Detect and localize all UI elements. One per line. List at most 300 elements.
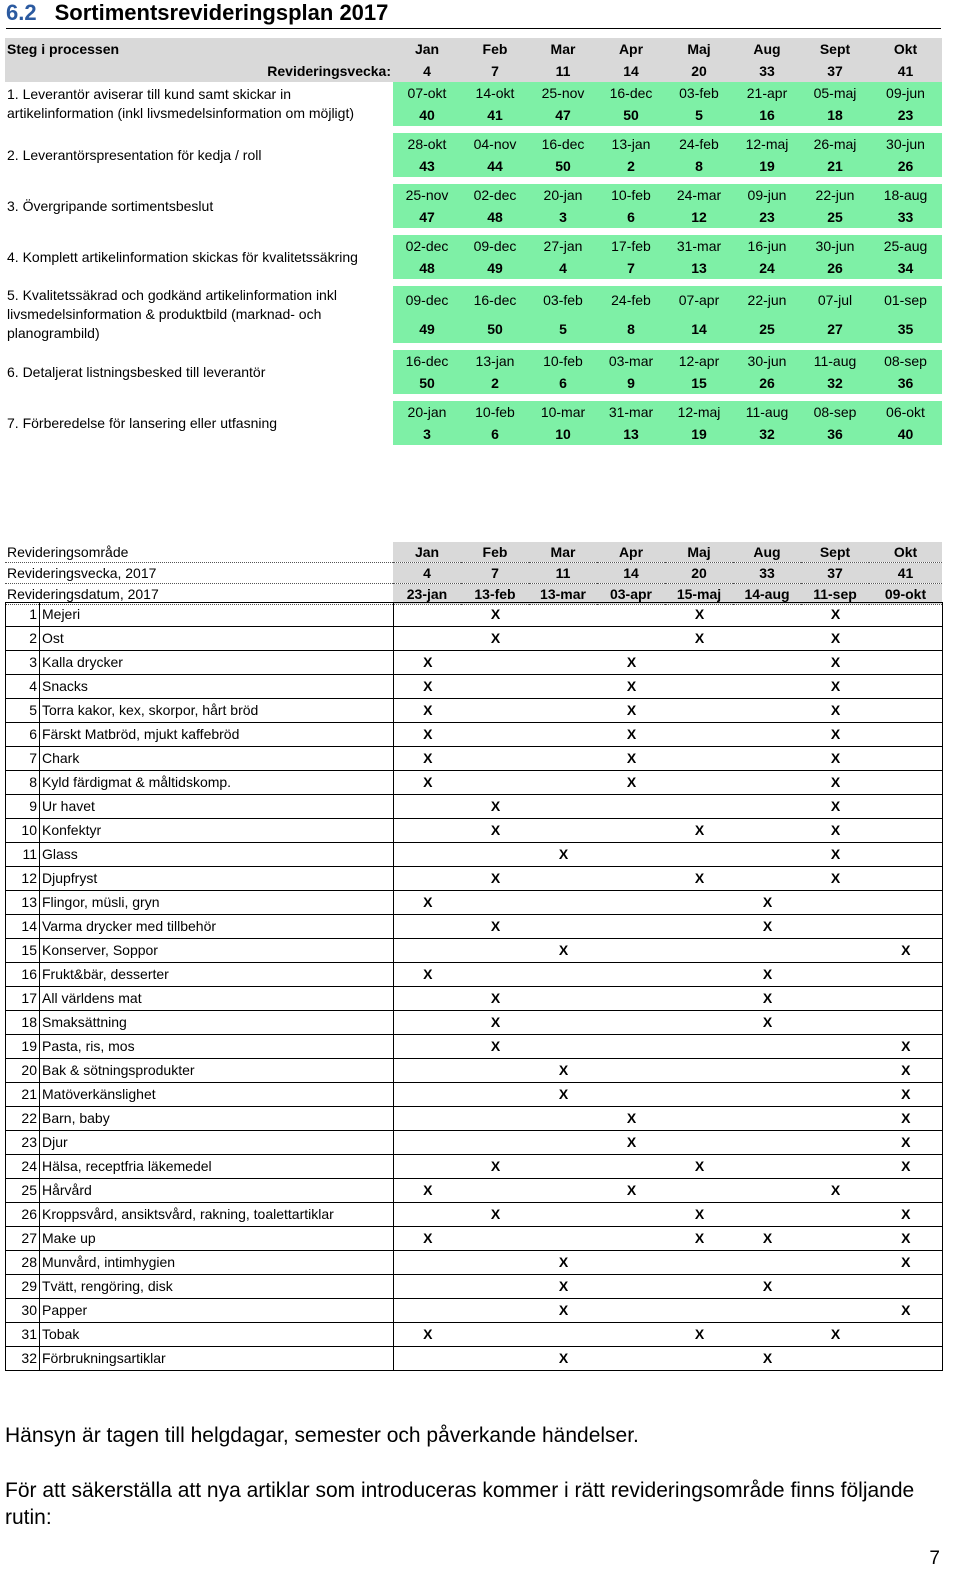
step-date-cell: 24-mar [665,184,733,206]
area-mark-cell: X [462,867,530,891]
area-mark-cell [870,699,943,723]
area-mark-cell [530,987,598,1011]
area-mark-cell [462,1323,530,1347]
area-mark-cell [598,627,666,651]
step-date-cell: 10-feb [597,184,665,206]
area-mark-cell [870,771,943,795]
step-label: 2. Leverantörspresentation för kedja / roll [7,146,262,163]
area-name: Tobak [40,1323,394,1347]
area-mark-cell: X [462,1203,530,1227]
step-date-cell: 16-dec [393,350,461,372]
area-number: 24 [6,1155,40,1179]
area-mark-cell [666,1179,734,1203]
area-mark-cell [462,1107,530,1131]
area-mark-cell [530,699,598,723]
area-month-row [5,542,942,563]
process-week-header: 4 [393,60,461,82]
area-mark-cell [666,1347,734,1371]
area-date-row-cell: 15-maj [665,584,733,605]
area-mark-cell: X [666,603,734,627]
area-mark-cell: X [870,1083,943,1107]
process-week-header: 33 [733,60,801,82]
area-number: 22 [6,1107,40,1131]
step-date-cell: 27-jan [529,235,597,257]
area-mark-cell [462,1083,530,1107]
step-week-cell: 6 [597,206,665,228]
step-gap-cell [5,394,942,401]
process-week-header: 14 [597,60,665,82]
step-date-row [5,401,942,423]
area-date-row-cell: 14-aug [733,584,801,605]
area-mark-cell: X [394,771,462,795]
step-date-cell: 21-apr [733,82,801,104]
area-mark-cell [734,771,802,795]
area-mark-cell: X [802,651,870,675]
area-name: Varma drycker med tillbehör [40,915,394,939]
area-mark-cell [802,1251,870,1275]
area-name: Frukt&bär, desserter [40,963,394,987]
area-mark-cell [598,1251,666,1275]
area-row [6,1059,943,1083]
area-number: 26 [6,1203,40,1227]
area-mark-cell: X [666,819,734,843]
area-mark-cell [666,1011,734,1035]
process-month-header: Mar [529,38,597,60]
area-name: Barn, baby [40,1107,394,1131]
area-mark-cell [530,819,598,843]
area-mark-cell [394,939,462,963]
area-mark-cell [734,1035,802,1059]
area-mark-cell: X [802,795,870,819]
area-mark-cell [870,651,943,675]
step-label: 4. Komplett artikelinformation skickas för kvalitetssäkring [7,248,358,265]
area-mark-cell: X [462,627,530,651]
step-week-cell: 43 [393,155,461,177]
area-mark-cell [734,1083,802,1107]
area-date-row-cell: 03-apr [597,584,665,605]
area-row [6,915,943,939]
area-mark-cell: X [802,699,870,723]
process-week-header: 7 [461,60,529,82]
step-week-cell: 35 [869,315,942,344]
area-number: 1 [6,603,40,627]
area-mark-cell [734,627,802,651]
area-mark-cell [462,1227,530,1251]
area-table [5,602,943,1371]
step-date-cell: 20-jan [393,401,461,423]
step-gap-row [5,394,942,401]
step-date-cell: 22-jun [801,184,869,206]
step-week-cell: 40 [869,423,942,445]
area-mark-cell: X [870,1251,943,1275]
area-mark-cell: X [598,675,666,699]
area-month-row-label: Revideringsområde [5,542,393,563]
step-date-cell: 30-jun [733,350,801,372]
area-mark-cell [734,747,802,771]
step-week-cell: 9 [597,372,665,394]
area-number: 17 [6,987,40,1011]
area-week-row-cell: 11 [529,563,597,584]
step-week-cell: 19 [665,423,733,445]
process-month-header: Okt [869,38,942,60]
step-week-cell: 14 [665,315,733,344]
area-number: 10 [6,819,40,843]
area-mark-cell [598,1227,666,1251]
area-number: 18 [6,1011,40,1035]
process-month-header: Maj [665,38,733,60]
step-week-cell: 48 [393,257,461,279]
step-week-cell: 23 [733,206,801,228]
area-number: 16 [6,963,40,987]
area-mark-cell [734,843,802,867]
area-number: 32 [6,1347,40,1371]
area-mark-cell [802,1131,870,1155]
area-name: Munvård, intimhygien [40,1251,394,1275]
note-routine: För att säkerställa att nya artiklar som introduceras kommer i rätt revideringsområde finns följande rutin: [5,1479,915,1529]
area-mark-cell [394,1251,462,1275]
area-number: 5 [6,699,40,723]
step-date-row [5,350,942,372]
step-date-cell: 07-apr [665,286,733,315]
area-mark-cell: X [394,675,462,699]
area-mark-cell [394,1275,462,1299]
area-mark-cell: X [394,891,462,915]
area-number: 23 [6,1131,40,1155]
area-mark-cell [394,795,462,819]
area-mark-cell [394,1011,462,1035]
area-mark-cell [734,603,802,627]
step-date-cell: 20-jan [529,184,597,206]
area-mark-cell [598,891,666,915]
area-name: Papper [40,1299,394,1323]
step-label: 1. Leverantör aviserar till kund samt skickar in artikelinformation (inkl livsmedelsinformation om möjligt) [7,86,354,121]
area-mark-cell [462,651,530,675]
step-date-cell: 12-maj [733,133,801,155]
area-mark-cell [870,843,943,867]
step-week-cell: 25 [733,315,801,344]
area-mark-cell: X [598,723,666,747]
step-gap-cell [5,279,942,286]
area-mark-cell [462,939,530,963]
area-mark-cell: X [598,771,666,795]
area-row [6,1083,943,1107]
area-mark-cell [462,723,530,747]
area-mark-cell [598,1155,666,1179]
step-week-cell: 36 [869,372,942,394]
area-mark-cell: X [666,627,734,651]
area-number: 12 [6,867,40,891]
area-mark-cell [802,1275,870,1299]
step-week-cell: 3 [393,423,461,445]
area-mark-cell: X [734,1275,802,1299]
area-week-row-cell: 33 [733,563,801,584]
area-mark-cell [666,723,734,747]
area-mark-cell [598,1083,666,1107]
area-mark-cell [734,867,802,891]
step-date-cell: 22-jun [733,286,801,315]
area-mark-cell [530,915,598,939]
area-mark-cell: X [870,1131,943,1155]
area-mark-cell: X [802,819,870,843]
step-date-cell: 06-okt [869,401,942,423]
area-row [6,819,943,843]
step-week-cell: 33 [869,206,942,228]
area-name: All världens mat [40,987,394,1011]
area-mark-cell: X [530,1275,598,1299]
area-mark-cell: X [462,1011,530,1035]
area-row [6,1035,943,1059]
area-date-row-cell: 11-sep [801,584,869,605]
step-date-cell: 01-sep [869,286,942,315]
step-date-cell: 03-feb [665,82,733,104]
step-week-cell: 49 [393,315,461,344]
step-date-cell: 09-dec [393,286,461,315]
area-mark-cell [530,963,598,987]
area-mark-cell [666,987,734,1011]
area-row [6,1275,943,1299]
step-gap-cell [5,126,942,133]
area-mark-cell: X [734,1347,802,1371]
step-week-cell: 3 [529,206,597,228]
area-mark-cell [598,1347,666,1371]
area-mark-cell: X [802,747,870,771]
step-date-cell: 09-jun [869,82,942,104]
step-date-cell: 08-sep [801,401,869,423]
area-mark-cell [394,1131,462,1155]
area-mark-cell [666,891,734,915]
step-week-cell: 23 [869,104,942,126]
area-mark-cell [802,1347,870,1371]
area-month-row-cell: Aug [733,542,801,563]
area-mark-cell [734,939,802,963]
area-name: Kyld färdigmat & måltidskomp. [40,771,394,795]
section-heading [6,0,388,26]
area-mark-cell: X [530,1059,598,1083]
area-mark-cell [598,1275,666,1299]
area-name: Tvätt, rengöring, disk [40,1275,394,1299]
area-number: 9 [6,795,40,819]
step-date-row [5,286,942,315]
area-mark-cell [598,603,666,627]
area-mark-cell: X [394,747,462,771]
area-mark-cell: X [394,1227,462,1251]
step-week-cell: 2 [597,155,665,177]
area-row [6,891,943,915]
step-gap-cell [5,343,942,350]
area-mark-cell [462,963,530,987]
area-mark-cell: X [802,675,870,699]
area-mark-cell [394,1035,462,1059]
area-mark-cell: X [530,1251,598,1275]
area-mark-cell [802,939,870,963]
area-mark-cell [666,1083,734,1107]
area-mark-cell [598,915,666,939]
page-number: 7 [929,1548,940,1569]
area-row [6,675,943,699]
area-mark-cell: X [598,651,666,675]
area-mark-cell [734,1179,802,1203]
area-mark-cell [870,1275,943,1299]
process-header-label: Steg i processen [5,38,393,60]
step-date-cell: 17-feb [597,235,665,257]
area-number: 27 [6,1227,40,1251]
area-mark-cell [870,723,943,747]
step-week-cell: 26 [733,372,801,394]
area-mark-cell [666,1299,734,1323]
step-week-cell: 47 [393,206,461,228]
area-mark-cell [530,891,598,915]
area-mark-cell: X [462,915,530,939]
area-row [6,939,943,963]
area-mark-cell [734,1131,802,1155]
area-number: 30 [6,1299,40,1323]
step-week-cell: 16 [733,104,801,126]
area-mark-cell: X [870,1299,943,1323]
area-name: Förbrukningsartiklar [40,1347,394,1371]
area-row [6,843,943,867]
area-mark-cell [462,771,530,795]
step-label: 6. Detaljerat listningsbesked till leverantör [7,363,266,380]
step-date-cell: 30-jun [869,133,942,155]
area-mark-cell [734,795,802,819]
step-week-cell: 6 [461,423,529,445]
area-mark-cell [394,987,462,1011]
area-mark-cell [870,795,943,819]
area-week-row-cell: 41 [869,563,942,584]
area-mark-cell [530,1323,598,1347]
process-table [5,38,942,445]
area-mark-cell [734,651,802,675]
area-name: Ost [40,627,394,651]
area-mark-cell [598,1203,666,1227]
area-month-row-cell: Maj [665,542,733,563]
process-week-header: 11 [529,60,597,82]
area-row [6,1323,943,1347]
area-row [6,1227,943,1251]
step-week-cell: 44 [461,155,529,177]
area-mark-cell [530,603,598,627]
area-mark-cell [870,867,943,891]
area-mark-cell [870,891,943,915]
step-date-cell: 09-jun [733,184,801,206]
step-week-cell: 15 [665,372,733,394]
step-week-cell: 32 [733,423,801,445]
section-number: 6.2 [6,0,37,25]
area-row [6,747,943,771]
area-mark-cell [666,1251,734,1275]
area-mark-cell [598,819,666,843]
area-number: 2 [6,627,40,651]
area-mark-cell [802,1059,870,1083]
area-row [6,1347,943,1371]
area-mark-cell [530,651,598,675]
area-number: 21 [6,1083,40,1107]
step-date-cell: 25-nov [529,82,597,104]
step-week-cell: 27 [801,315,869,344]
area-week-row-label: Revideringsvecka, 2017 [5,563,393,584]
area-mark-cell: X [870,1059,943,1083]
area-mark-cell: X [530,843,598,867]
area-mark-cell [870,747,943,771]
step-date-cell: 10-feb [461,401,529,423]
area-mark-cell [598,987,666,1011]
area-mark-cell [734,1251,802,1275]
area-mark-cell [734,699,802,723]
area-name: Kroppsvård, ansiktsvård, rakning, toalettartiklar [40,1203,394,1227]
area-mark-cell [734,723,802,747]
area-mark-cell: X [598,699,666,723]
step-date-row [5,133,942,155]
area-mark-cell [530,795,598,819]
area-mark-cell: X [598,1131,666,1155]
area-mark-cell: X [666,1323,734,1347]
step-date-cell: 16-dec [529,133,597,155]
area-mark-cell: X [598,1107,666,1131]
step-week-cell: 10 [529,423,597,445]
area-number: 6 [6,723,40,747]
area-mark-cell: X [394,699,462,723]
process-week-row [5,60,942,82]
area-mark-cell [802,891,870,915]
area-mark-cell [462,1059,530,1083]
area-number: 7 [6,747,40,771]
area-name: Färskt Matbröd, mjukt kaffebröd [40,723,394,747]
area-number: 8 [6,771,40,795]
area-mark-cell [598,939,666,963]
step-week-cell: 47 [529,104,597,126]
area-mark-cell [870,915,943,939]
step-date-cell: 24-feb [597,286,665,315]
area-row [6,699,943,723]
area-mark-cell [666,939,734,963]
area-mark-cell [462,699,530,723]
area-row [6,651,943,675]
process-week-label: Revideringsvecka: [5,60,393,82]
area-mark-cell [530,1011,598,1035]
area-mark-cell: X [734,891,802,915]
area-mark-cell [666,1035,734,1059]
area-number: 20 [6,1059,40,1083]
step-gap-row [5,228,942,235]
area-name: Konfektyr [40,819,394,843]
step-week-cell: 2 [461,372,529,394]
area-mark-cell [394,915,462,939]
process-month-header: Aug [733,38,801,60]
area-row [6,1203,943,1227]
area-mark-cell: X [802,771,870,795]
area-mark-cell [530,1035,598,1059]
area-mark-cell: X [870,1107,943,1131]
step-date-cell: 24-feb [665,133,733,155]
area-mark-cell: X [734,1011,802,1035]
step-week-cell: 18 [801,104,869,126]
area-mark-cell: X [530,1083,598,1107]
area-mark-cell [394,1059,462,1083]
area-mark-cell [462,675,530,699]
area-mark-cell [802,1107,870,1131]
area-mark-cell [802,1083,870,1107]
area-name: Matöverkänslighet [40,1083,394,1107]
area-name: Bak & sötningsprodukter [40,1059,394,1083]
area-mark-cell [394,867,462,891]
step-gap-cell [5,177,942,184]
area-mark-cell: X [666,1203,734,1227]
area-name: Hårvård [40,1179,394,1203]
step-week-cell: 5 [665,104,733,126]
area-mark-cell: X [666,1155,734,1179]
step-week-cell: 25 [801,206,869,228]
area-mark-cell [870,1347,943,1371]
